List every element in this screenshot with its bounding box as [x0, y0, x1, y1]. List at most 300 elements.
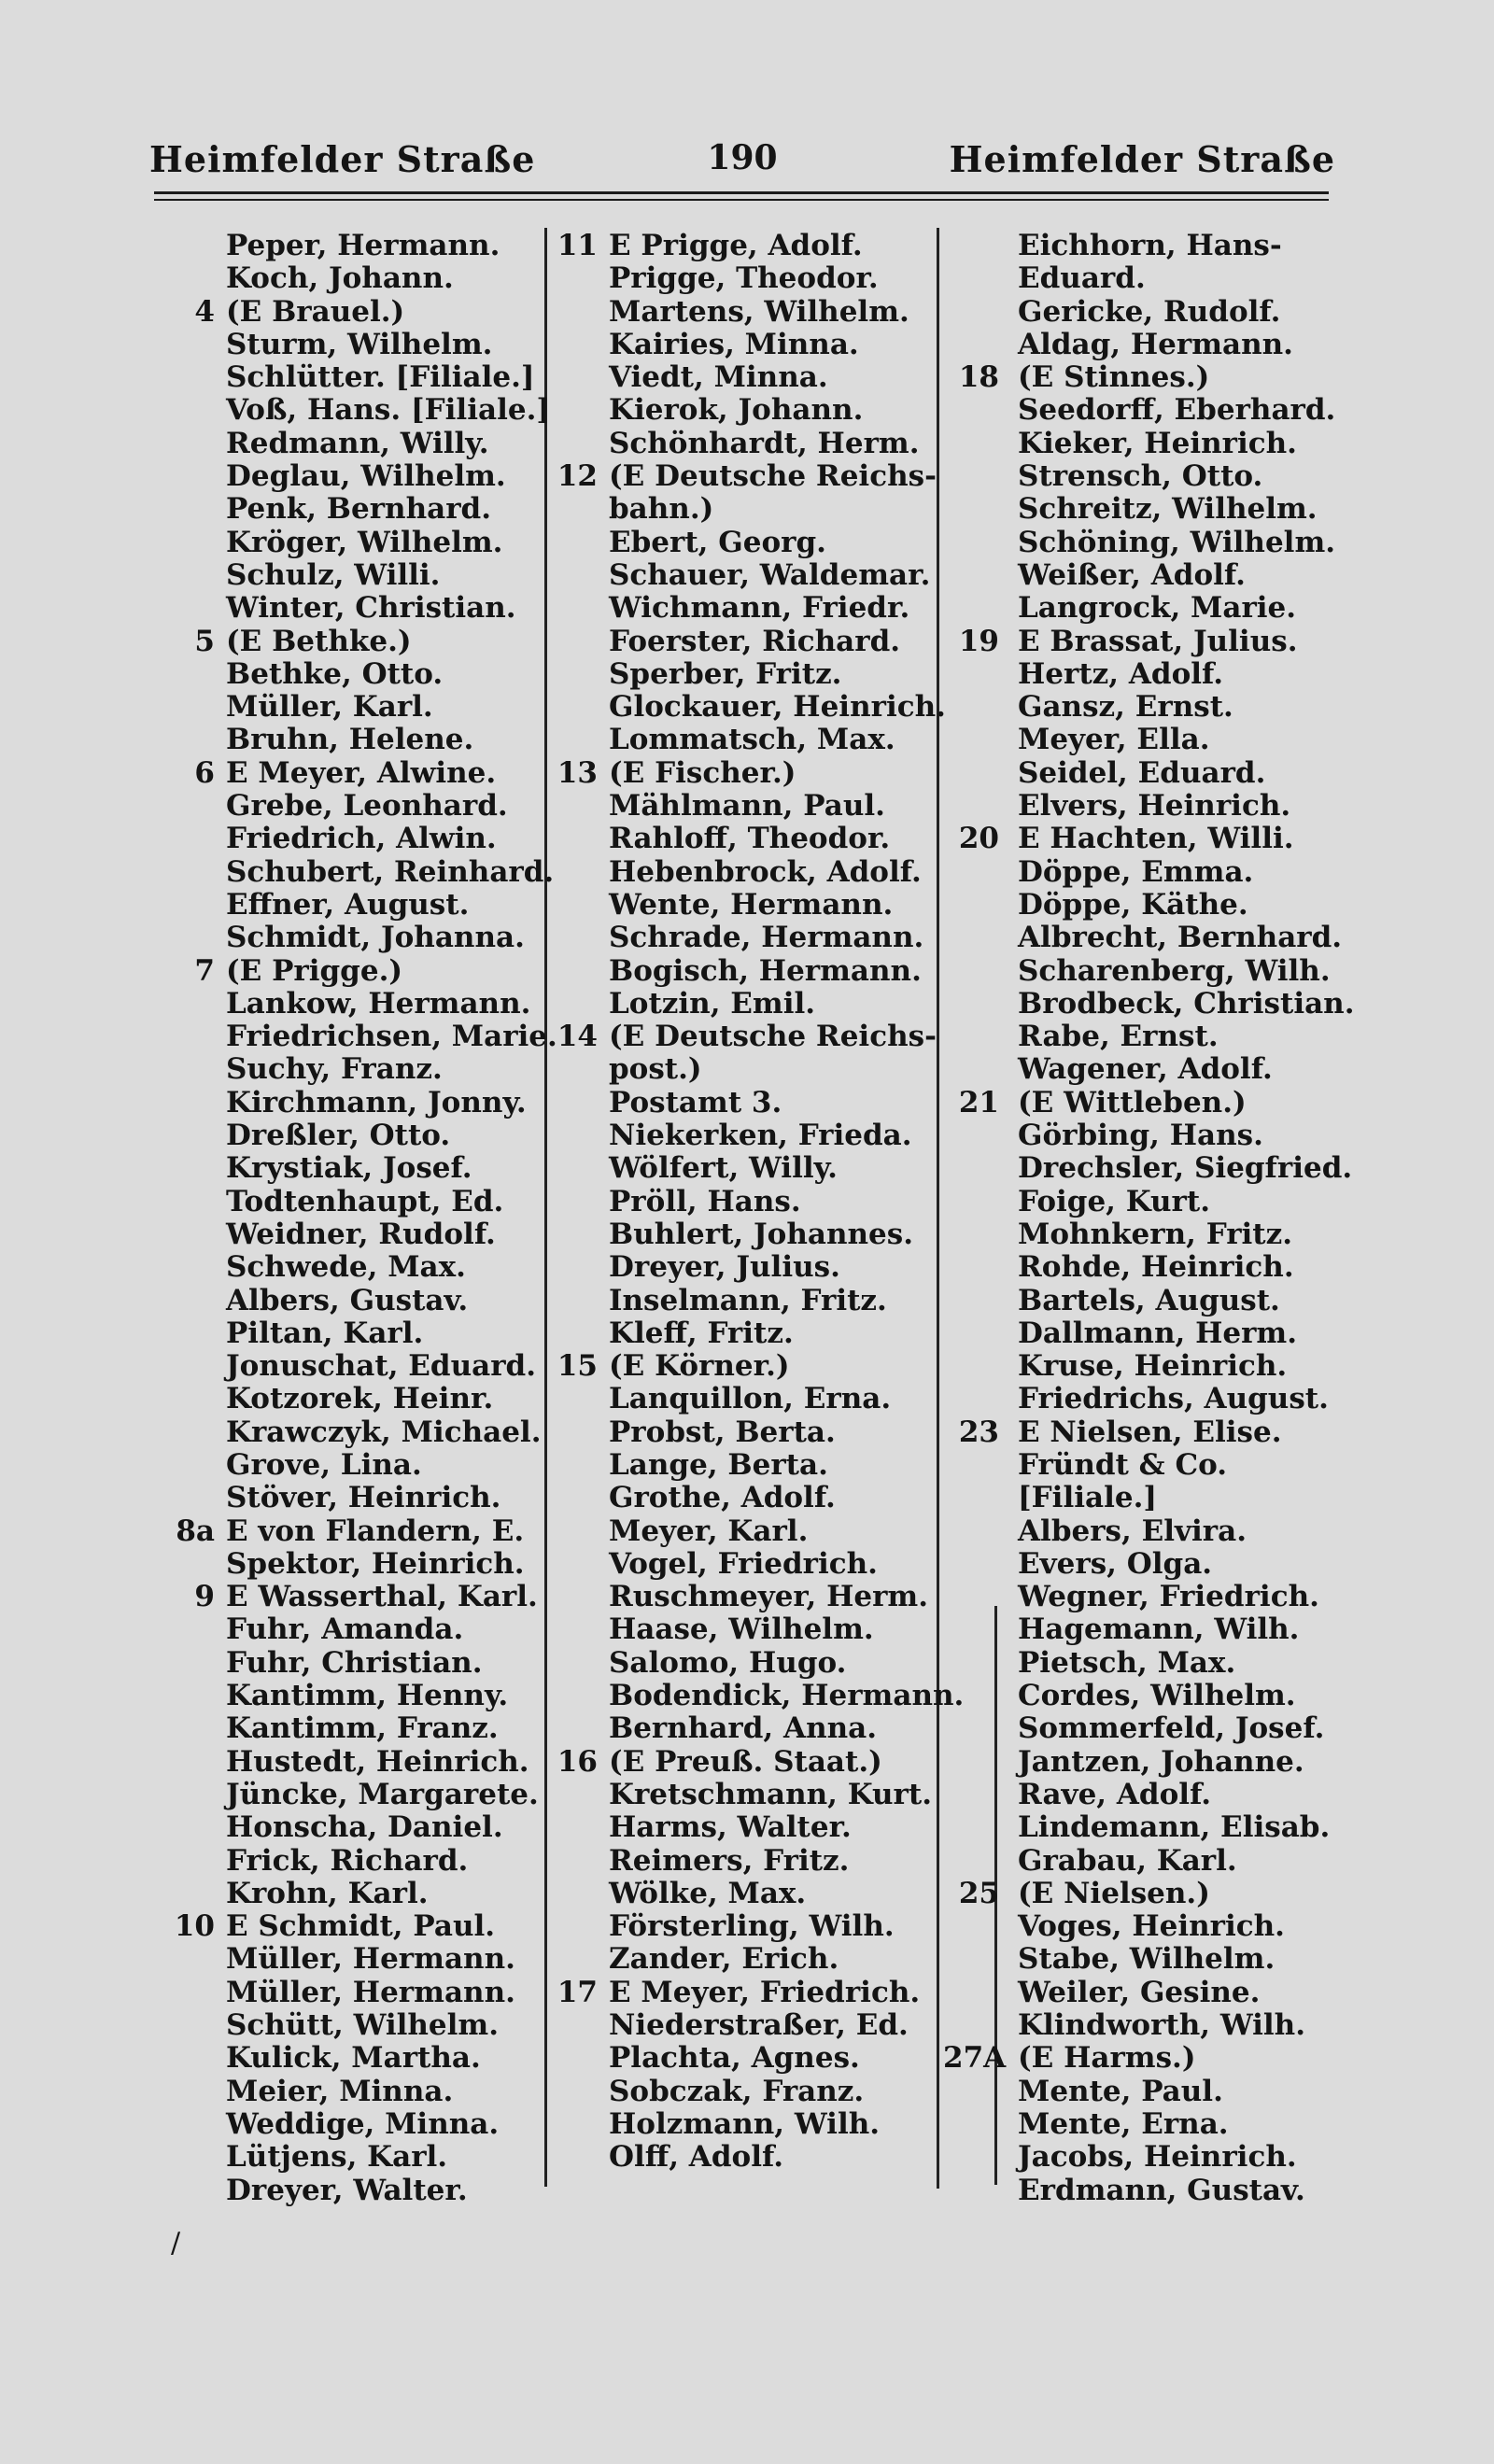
directory-entry [934, 1350, 1345, 1383]
house-number: 11 [557, 229, 598, 262]
resident-name: Inselmann, Fritz. [609, 1283, 887, 1317]
directory-entry [542, 1021, 943, 1053]
directory-entry [542, 1647, 943, 1680]
house-number: 7 [194, 953, 215, 988]
resident-name: Hustedt, Heinrich. [226, 1744, 529, 1779]
directory-entry [140, 1845, 542, 1878]
resident-name: Bartels, August. [1018, 1283, 1280, 1317]
directory-entry [542, 1218, 943, 1251]
directory-entry [140, 922, 542, 954]
directory-entry [542, 658, 943, 691]
directory-entry [934, 592, 1345, 625]
resident-name: Pröll, Hans. [609, 1184, 801, 1218]
directory-entry [934, 493, 1345, 526]
resident-name: Meyer, Ella. [1018, 723, 1210, 757]
directory-entry [934, 1548, 1345, 1581]
resident-name: Kantimm, Franz. [226, 1711, 499, 1746]
directory-entry [542, 1811, 943, 1844]
directory-entry [140, 658, 542, 691]
directory-entry [934, 889, 1345, 922]
house-number: 21 [958, 1085, 999, 1119]
resident-name: Friedrichs, August. [1018, 1382, 1329, 1416]
resident-name: Grabau, Karl. [1018, 1843, 1237, 1878]
directory-entry [542, 1053, 943, 1086]
resident-name: Müller, Karl. [226, 690, 433, 725]
resident-name: E Hachten, Willi. [1018, 822, 1294, 856]
directory-entry [140, 592, 542, 625]
directory-entry [934, 626, 1345, 658]
resident-name: (E Harms.) [1018, 2041, 1196, 2076]
resident-name: Meyer, Karl. [609, 1514, 809, 1548]
resident-name: Wente, Hermann. [609, 887, 894, 922]
resident-name: Koch, Johann. [226, 261, 454, 296]
directory-entry [542, 262, 943, 295]
directory-entry [934, 790, 1345, 823]
directory-entry [934, 527, 1345, 559]
resident-name: Fuhr, Christian. [226, 1645, 483, 1680]
directory-entry [542, 1977, 943, 2009]
directory-entry [934, 262, 1345, 295]
resident-name: Mählmann, Paul. [609, 789, 885, 824]
directory-entry [542, 230, 943, 262]
resident-name: Kulick, Martha. [226, 2041, 481, 2076]
resident-name: Müller, Hermann. [226, 1942, 515, 1977]
resident-name: Friedrich, Alwin. [226, 822, 497, 856]
directory-entry [542, 2042, 943, 2075]
resident-name: Schrade, Hermann. [609, 921, 924, 955]
resident-name: Zander, Erich. [609, 1942, 839, 1977]
resident-name: Weiler, Gesine. [1018, 1975, 1261, 2009]
directory-entry [140, 1218, 542, 1251]
resident-name: Ruschmeyer, Herm. [609, 1580, 929, 1614]
resident-name: Lommatsch, Max. [609, 723, 895, 757]
directory-entry [140, 988, 542, 1021]
directory-entry [934, 823, 1345, 855]
resident-name: Albers, Gustav. [226, 1283, 469, 1317]
resident-name: [Filiale.] [1018, 1481, 1158, 1515]
resident-name: Bernhard, Anna. [609, 1711, 878, 1746]
directory-entry [542, 559, 943, 592]
resident-name: Pietsch, Max. [1018, 1645, 1236, 1680]
directory-entry [934, 1317, 1345, 1350]
resident-name: Schütt, Wilhelm. [226, 2008, 500, 2043]
directory-entry [934, 658, 1345, 691]
directory-entry [542, 1350, 943, 1383]
resident-name: Bethke, Otto. [226, 656, 444, 691]
resident-name: Rahloff, Theodor. [609, 822, 891, 856]
resident-name: (E Nielsen.) [1018, 1876, 1210, 1910]
resident-name: Weidner, Rudolf. [226, 1217, 496, 1251]
resident-name: Deglau, Wilhelm. [226, 459, 506, 494]
house-number: 5 [194, 624, 215, 658]
resident-name: Reimers, Fritz. [609, 1843, 850, 1878]
directory-entry [934, 1119, 1345, 1152]
resident-name: Sobczak, Franz. [609, 2074, 865, 2108]
directory-entry [934, 1021, 1345, 1053]
house-number: 10 [174, 1909, 215, 1944]
directory-entry [140, 1811, 542, 1844]
resident-name: Lindemann, Elisab. [1018, 1810, 1331, 1845]
resident-name: Prigge, Theodor. [609, 261, 879, 296]
directory-entry [542, 889, 943, 922]
directory-entry [140, 1416, 542, 1449]
resident-name: Penk, Bernhard. [226, 492, 492, 527]
directory-entry [140, 1020, 557, 1054]
resident-name: Kairies, Minna. [609, 327, 859, 361]
resident-name: Vogel, Friedrich. [609, 1546, 878, 1581]
directory-entry [140, 2108, 542, 2141]
resident-name: (E Stinnes.) [1018, 360, 1210, 395]
directory-entry [934, 460, 1345, 493]
house-number: 23 [958, 1415, 999, 1449]
directory-entry [140, 854, 555, 889]
resident-name: Sommerfeld, Josef. [1018, 1711, 1325, 1746]
resident-name: Salomo, Hugo. [609, 1645, 847, 1680]
directory-entry [934, 1680, 1345, 1712]
directory-entry [140, 1680, 542, 1712]
resident-name: Eichhorn, Hans- [1018, 229, 1282, 262]
directory-entry [140, 2076, 542, 2108]
directory-entry [934, 1943, 1345, 1976]
resident-name: Bogisch, Hermann. [609, 953, 922, 988]
resident-name: Klindworth, Wilh. [1018, 2008, 1306, 2043]
page-header [149, 138, 1335, 185]
directory-entry [934, 1581, 1345, 1613]
directory-entry [542, 1943, 943, 1976]
resident-name: (E Preuß. Staat.) [609, 1744, 882, 1779]
resident-name: Försterling, Wilh. [609, 1909, 895, 1944]
resident-name: Cordes, Wilhelm. [1018, 1679, 1296, 1713]
directory-entry [140, 691, 542, 724]
directory-entry [542, 1679, 965, 1713]
resident-name: E Prigge, Adolf. [609, 229, 863, 262]
resident-name: Probst, Berta. [609, 1415, 836, 1449]
directory-entry [140, 527, 542, 559]
directory-entry [542, 1251, 943, 1284]
directory-entry [542, 1779, 943, 1811]
header-rule-thin [154, 199, 1329, 201]
house-number: 19 [958, 624, 999, 658]
directory-entry [140, 296, 542, 329]
directory-entry [140, 889, 542, 922]
directory-entry [934, 1878, 1345, 1910]
resident-name: Krawczyk, Michael. [226, 1415, 542, 1449]
resident-name: Krystiak, Josef. [226, 1151, 472, 1186]
resident-name: Hebenbrock, Adolf. [609, 854, 922, 889]
directory-entry [934, 955, 1345, 988]
directory-entry [140, 493, 542, 526]
resident-name: Dreßler, Otto. [226, 1119, 451, 1153]
house-number: 20 [958, 822, 999, 856]
directory-entry [140, 1482, 542, 1514]
resident-name: Müller, Hermann. [226, 1975, 515, 2009]
directory-entry [934, 1977, 1345, 2009]
resident-name: Kierok, Johann. [609, 393, 864, 428]
resident-name: Rabe, Ernst. [1018, 1020, 1219, 1054]
directory-entry [542, 988, 943, 1021]
directory-entry [934, 1811, 1345, 1844]
resident-name: Olff, Adolf. [609, 2140, 784, 2175]
directory-entry [542, 2108, 943, 2141]
directory-entry [934, 1845, 1345, 1878]
directory-entry [140, 262, 542, 295]
resident-name: Schönhardt, Herm. [609, 426, 920, 460]
resident-name: Strensch, Otto. [1018, 459, 1263, 494]
resident-name: Dallmann, Herm. [1018, 1316, 1298, 1350]
resident-name: Döppe, Käthe. [1018, 887, 1248, 922]
resident-name: Dreyer, Walter. [226, 2173, 468, 2207]
resident-name: Kretschmann, Kurt. [609, 1777, 932, 1811]
directory-entry [934, 230, 1345, 262]
resident-name: Erdmann, Gustav. [1018, 2173, 1305, 2207]
house-number: 13 [557, 755, 598, 790]
resident-name: Haase, Wilhelm. [609, 1612, 874, 1647]
directory-entry [542, 428, 943, 460]
directory-entry [934, 2042, 1345, 2075]
resident-name: Kotzorek, Heinr. [226, 1382, 494, 1416]
resident-name: Evers, Olga. [1018, 1546, 1213, 1581]
directory-entry [542, 1285, 943, 1317]
resident-name: Niederstraßer, Ed. [609, 2008, 909, 2043]
directory-entry [934, 1613, 1345, 1646]
resident-name: Bruhn, Helene. [226, 723, 474, 757]
resident-name: Hertz, Adolf. [1018, 656, 1224, 691]
directory-entry [140, 2009, 542, 2042]
resident-name: bahn.) [609, 492, 714, 527]
directory-entry [934, 1218, 1345, 1251]
resident-name: Frick, Richard. [226, 1843, 469, 1878]
directory-entry [542, 329, 943, 361]
resident-name: Seedorff, Eberhard. [1018, 393, 1336, 428]
directory-entry [934, 1186, 1345, 1218]
resident-name: Meier, Minna. [226, 2074, 454, 2108]
resident-name: Schmidt, Johanna. [226, 921, 525, 955]
directory-entry [542, 1845, 943, 1878]
resident-name: Grothe, Adolf. [609, 1481, 836, 1515]
directory-entry [542, 1482, 943, 1514]
directory-column-3 [934, 229, 1355, 2207]
resident-name: Jüncke, Margarete. [226, 1777, 539, 1811]
resident-name: (E Bethke.) [226, 624, 412, 658]
directory-entry [140, 1186, 542, 1218]
directory-entry [140, 2175, 542, 2207]
directory-entry [140, 2042, 542, 2075]
directory-entry [934, 2108, 1345, 2141]
directory-entry [542, 1910, 943, 1943]
resident-name: Kieker, Heinrich. [1018, 426, 1297, 460]
resident-name: E von Flandern, E. [226, 1514, 525, 1548]
resident-name: Wölke, Max. [609, 1876, 807, 1910]
directory-entry [542, 527, 943, 559]
resident-name: Bodendick, Hermann. [609, 1679, 965, 1713]
directory-entry [934, 1087, 1345, 1119]
resident-name: E Wasserthal, Karl. [226, 1580, 538, 1614]
resident-name: Friedrichsen, Marie. [226, 1020, 557, 1054]
directory-entry [140, 1910, 542, 1943]
directory-entry [934, 361, 1345, 394]
resident-name: Lankow, Hermann. [226, 986, 531, 1021]
resident-name: (E Prigge.) [226, 953, 403, 988]
directory-entry [542, 922, 943, 954]
directory-entry [934, 1910, 1345, 1943]
directory-entry [140, 1053, 542, 1086]
directory-entry [542, 1878, 943, 1910]
directory-entry [140, 1087, 542, 1119]
directory-entry [934, 2175, 1345, 2207]
directory-entry [934, 1515, 1345, 1548]
resident-name: Aldag, Hermann. [1018, 327, 1293, 361]
directory-entry [934, 1712, 1345, 1745]
resident-name: Suchy, Franz. [226, 1052, 443, 1087]
resident-name: Schwede, Max. [226, 1250, 466, 1285]
directory-entry [934, 1449, 1345, 1482]
resident-name: Schauer, Waldemar. [609, 557, 931, 592]
directory-entry [542, 823, 943, 855]
resident-name: Krohn, Karl. [226, 1876, 429, 1910]
directory-entry [934, 1482, 1345, 1514]
resident-name: E Nielsen, Elise. [1018, 1415, 1282, 1449]
resident-name: Honscha, Daniel. [226, 1810, 503, 1845]
directory-entry [542, 296, 943, 329]
house-number: 12 [557, 459, 598, 494]
directory-entry [140, 1878, 542, 1910]
resident-name: Wagener, Adolf. [1018, 1052, 1273, 1087]
resident-name: Gericke, Rudolf. [1018, 294, 1281, 329]
directory-entry [934, 394, 1345, 427]
resident-name: Gansz, Ernst. [1018, 690, 1233, 725]
resident-name: Schreitz, Wilhelm. [1018, 492, 1318, 527]
directory-entry [934, 724, 1345, 756]
resident-name: Fuhr, Amanda. [226, 1612, 464, 1647]
directory-entry [934, 1251, 1345, 1284]
directory-entry [934, 1053, 1345, 1086]
resident-name: (E Deutsche Reichs- [609, 459, 937, 494]
directory-entry [140, 1383, 542, 1415]
resident-name: (E Wittleben.) [1018, 1085, 1247, 1119]
resident-name: Jantzen, Johanne. [1018, 1744, 1304, 1779]
resident-name: Lange, Berta. [609, 1447, 828, 1482]
resident-name: Martens, Wilhelm. [609, 294, 909, 329]
directory-entry [542, 1119, 943, 1152]
resident-name: Plachta, Agnes. [609, 2041, 860, 2076]
directory-entry [140, 361, 542, 394]
resident-name: Rohde, Heinrich. [1018, 1250, 1294, 1285]
resident-name: Weißer, Adolf. [1018, 557, 1246, 592]
directory-entry [140, 2141, 542, 2174]
resident-name: E Meyer, Alwine. [226, 755, 497, 790]
resident-name: Elvers, Heinrich. [1018, 789, 1291, 824]
page-number: 190 [707, 138, 778, 177]
directory-entry [542, 2141, 943, 2174]
resident-name: Kruse, Heinrich. [1018, 1349, 1288, 1384]
resident-name: Dreyer, Julius. [609, 1250, 840, 1285]
directory-entry [140, 1251, 542, 1284]
directory-entry [542, 592, 943, 625]
directory-entry [542, 1087, 943, 1119]
resident-name: E Schmidt, Paul. [226, 1909, 496, 1944]
directory-entry [934, 1746, 1345, 1779]
directory-entry [140, 955, 542, 988]
resident-name: Sturm, Wilhelm. [226, 327, 493, 361]
directory-entry [542, 724, 943, 756]
resident-name: Stabe, Wilhelm. [1018, 1942, 1276, 1977]
resident-name: Peper, Hermann. [226, 229, 500, 262]
directory-entry [934, 1151, 1353, 1186]
resident-name: Drechsler, Siegfried. [1018, 1151, 1353, 1186]
directory-entry [140, 1350, 542, 1383]
resident-name: Voges, Heinrich. [1018, 1909, 1285, 1944]
directory-entry [934, 1383, 1345, 1415]
directory-entry [934, 856, 1345, 889]
directory-entry [140, 1119, 542, 1152]
resident-name: Foige, Kurt. [1018, 1184, 1210, 1218]
resident-name: Postamt 3. [609, 1085, 782, 1119]
directory-entry [542, 1416, 943, 1449]
resident-name: Schöning, Wilhelm. [1018, 525, 1336, 559]
directory-entry [140, 428, 542, 460]
resident-name: (E Fischer.) [609, 755, 796, 790]
resident-name: Weddige, Minna. [226, 2106, 500, 2141]
directory-entry [934, 329, 1345, 361]
directory-entry [934, 296, 1345, 329]
resident-name: Spektor, Heinrich. [226, 1546, 525, 1581]
directory-entry [542, 1317, 943, 1350]
resident-name: (E Deutsche Reichs- [609, 1020, 937, 1054]
directory-entry [934, 1647, 1345, 1680]
margin-mark: / [171, 2227, 181, 2260]
directory-entry [542, 856, 943, 889]
resident-name: Eduard. [1018, 261, 1146, 296]
house-number: 8a [176, 1514, 215, 1548]
resident-name: Seidel, Eduard. [1018, 755, 1266, 790]
resident-name: Brodbeck, Christian. [1018, 986, 1355, 1021]
directory-entry [140, 1581, 542, 1613]
directory-entry [542, 1746, 943, 1779]
directory-entry [934, 1285, 1345, 1317]
directory-column-2 [542, 229, 965, 2175]
house-number: 6 [194, 755, 215, 790]
resident-name: Grebe, Leonhard. [226, 789, 508, 824]
directory-entry [934, 691, 1345, 724]
resident-name: Harms, Walter. [609, 1810, 852, 1845]
directory-entry [542, 690, 946, 725]
resident-name: Mente, Erna. [1018, 2106, 1229, 2141]
directory-entry [542, 955, 943, 988]
resident-name: Redmann, Willy. [226, 426, 489, 460]
resident-name: Voß, Hans. [Filiale.] [226, 393, 551, 428]
directory-entry [542, 1515, 943, 1548]
resident-name: Kleff, Fritz. [609, 1316, 794, 1350]
resident-name: Jacobs, Heinrich. [1018, 2140, 1297, 2175]
house-number: 15 [557, 1349, 598, 1384]
house-number: 27A [943, 2041, 1007, 2076]
directory-entry [542, 757, 943, 790]
directory-entry [542, 460, 943, 493]
header-rule [154, 191, 1329, 194]
directory-entry [542, 1712, 943, 1745]
directory-entry [934, 986, 1355, 1021]
directory-entry [140, 1977, 542, 2009]
directory-entry [934, 922, 1345, 954]
resident-name: Lanquillon, Erna. [609, 1382, 892, 1416]
house-number: 18 [958, 360, 999, 395]
resident-name: Schulz, Willi. [226, 557, 441, 592]
directory-entry [140, 1285, 542, 1317]
directory-entry [140, 559, 542, 592]
directory-entry [140, 1779, 542, 1811]
directory-entry [542, 1581, 943, 1613]
directory-entry [140, 1746, 542, 1779]
